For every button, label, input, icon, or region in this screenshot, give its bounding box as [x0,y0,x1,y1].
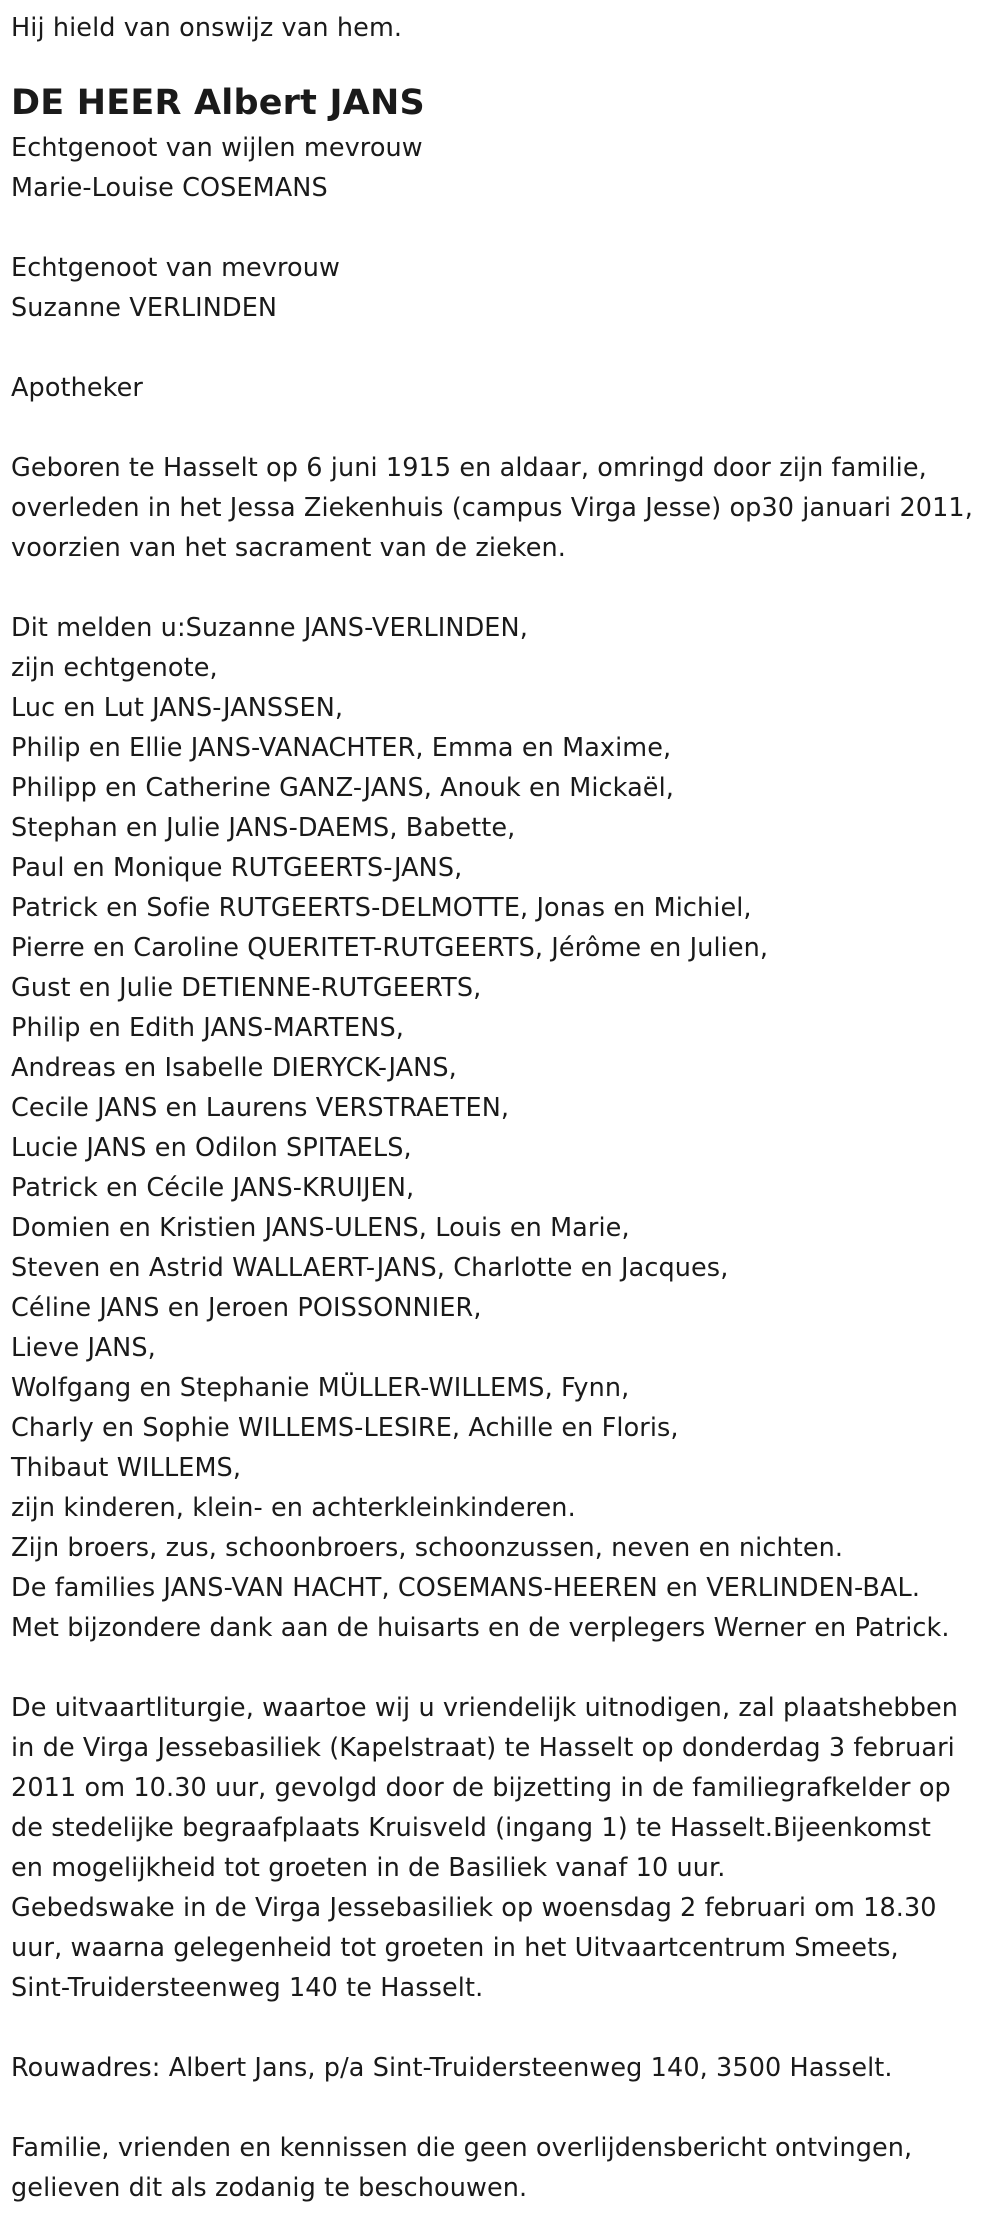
announcer-line: Lucie JANS en Odilon SPITAELS, [11,1133,412,1163]
mourning-address: Rouwadres: Albert Jans, p/a Sint-Truidersteenweg 140, 3500 Hasselt. [11,2053,893,2083]
paragraph-line: Geboren te Hasselt op 6 juni 1915 en aldaar, omringd door zijn familie, [11,453,927,483]
late-spouse-name: Marie-Louise COSEMANS [11,173,328,203]
funeral-line: de stedelijke begraafplaats Kruisveld (ingang 1) te Hasselt.Bijeenkomst [11,1813,931,1843]
paragraph-line: voorzien van het sacrament van de zieken. [11,533,567,563]
announcer-line: Wolfgang en Stephanie MÜLLER-WILLEMS, Fynn, [11,1373,630,1403]
announcer-line: zijn echtgenote, [11,653,218,683]
announcer-line: De families JANS-VAN HACHT, COSEMANS-HEEREN en VERLINDEN-BAL. [11,1573,921,1603]
deceased-name: DE HEER Albert JANS [11,83,425,123]
funeral-line: Gebedswake in de Virga Jessebasiliek op woensdag 2 februari om 18.30 [11,1893,937,1923]
funeral-line: 2011 om 10.30 uur, gevolgd door de bijzetting in de familiegrafkelder op [11,1773,951,1803]
announcer-line: Patrick en Sofie RUTGEERTS-DELMOTTE, Jonas en Michiel, [11,893,752,923]
announcer-line: Philipp en Catherine GANZ-JANS, Anouk en Mickaël, [11,773,674,803]
announcer-line: Cecile JANS en Laurens VERSTRAETEN, [11,1093,510,1123]
late-spouse-section [11,128,1000,208]
announcer-line: Gust en Julie DETIENNE-RUTGEERTS, [11,973,482,1003]
announcer-line: Met bijzondere dank aan de huisarts en de verplegers Werner en Patrick. [11,1613,950,1643]
announcer-line: Pierre en Caroline QUERITET-RUTGEERTS, Jérôme en Julien, [11,933,769,963]
announcer-line: Philip en Ellie JANS-VANACHTER, Emma en Maxime, [11,733,672,763]
announcer-line: Andreas en Isabelle DIERYCK-JANS, [11,1053,457,1083]
announcer-line: Paul en Monique RUTGEERTS-JANS, [11,853,463,883]
paragraph-line: gelieven dit als zodanig te beschouwen. [11,2173,528,2203]
birth-death-paragraph [11,448,1000,568]
intro-quote: Hij hield van onswijz van hem. [11,13,403,43]
closing-note [11,2128,1000,2208]
announcer-line: Lieve JANS, [11,1333,156,1363]
announcer-line: zijn kinderen, klein- en achterkleinkinderen. [11,1493,576,1523]
announcer-line: Patrick en Cécile JANS-KRUIJEN, [11,1173,415,1203]
funeral-line: en mogelijkheid tot groeten in de Basiliek vanaf 10 uur. [11,1853,726,1883]
announcer-line: Zijn broers, zus, schoonbroers, schoonzussen, neven en nichten. [11,1533,844,1563]
late-spouse-label: Echtgenoot van wijlen mevrouw [11,133,423,163]
announcer-line: Stephan en Julie JANS-DAEMS, Babette, [11,813,516,843]
paragraph-line: overleden in het Jessa Ziekenhuis (campus Virga Jesse) op30 januari 2011, [11,493,973,523]
announcer-line: Charly en Sophie WILLEMS-LESIRE, Achille en Floris, [11,1413,679,1443]
announcer-line: Dit melden u:Suzanne JANS-VERLINDEN, [11,613,528,643]
profession: Apotheker [11,373,144,403]
spouse-name: Suzanne VERLINDEN [11,293,278,323]
funeral-line: in de Virga Jessebasiliek (Kapelstraat) te Hasselt op donderdag 3 februari [11,1733,955,1763]
paragraph-line: Familie, vrienden en kennissen die geen overlijdensbericht ontvingen, [11,2133,913,2163]
announcer-line: Céline JANS en Jeroen POISSONNIER, [11,1293,482,1323]
funeral-line: uur, waarna gelegenheid tot groeten in het Uitvaartcentrum Smeets, [11,1933,899,1963]
announcer-line: Luc en Lut JANS-JANSSEN, [11,693,344,723]
announcer-line: Steven en Astrid WALLAERT-JANS, Charlotte en Jacques, [11,1253,729,1283]
spouse-label: Echtgenoot van mevrouw [11,253,340,283]
announcer-line: Domien en Kristien JANS-ULENS, Louis en Marie, [11,1213,630,1243]
funeral-line: Sint-Truidersteenweg 140 te Hasselt. [11,1973,484,2003]
funeral-details [11,1688,1000,2008]
announcers-list [11,608,1000,1648]
funeral-line: De uitvaartliturgie, waartoe wij u vriendelijk uitnodigen, zal plaatshebben [11,1693,959,1723]
announcer-line: Philip en Edith JANS-MARTENS, [11,1013,404,1043]
announcer-line: Thibaut WILLEMS, [11,1453,242,1483]
spouse-section [11,248,1000,328]
